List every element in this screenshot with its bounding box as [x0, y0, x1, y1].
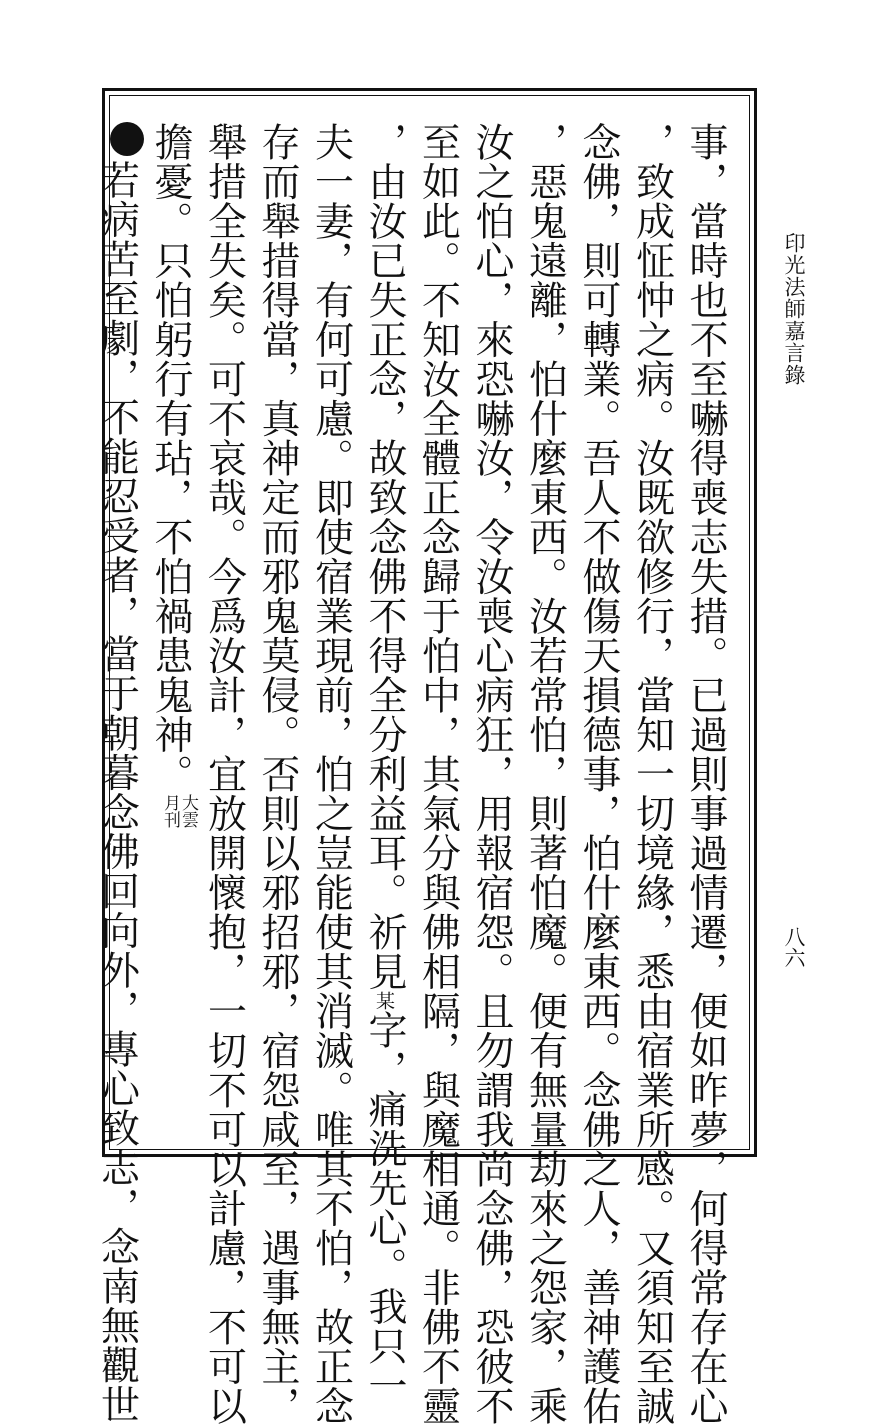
text-column: 舉措全失矣。可不哀哉。今爲汝計，宜放開懷抱，一切不可以計慮，不可以 — [201, 122, 247, 1426]
source-note — [159, 794, 197, 838]
text-column: ，惡鬼遠離，怕什麼東西。汝若常怕，則著怕魔。便有無量劫來之怨家，乘 — [522, 122, 568, 1426]
bullet-icon — [110, 122, 144, 156]
text-column: 存而舉措得當，真神定而邪鬼莫侵。否則以邪招邪，宿怨咸至，遇事無主， — [255, 122, 300, 1426]
text-column: 念佛，則可轉業。吾人不做傷天損德事，怕什麼東西。念佛之人，善神護佑 — [576, 122, 621, 1426]
main-text — [94, 122, 732, 1426]
text-column: 事，當時也不至嚇得喪志失措。已過則事過情遷，便如昨夢，何得常存在心 — [683, 122, 728, 1426]
column-text: 擔憂。只怕躬行有玷，不怕禍患鬼神。 — [148, 122, 193, 794]
text-column — [90, 122, 144, 1424]
column-text: ，由汝已失正念，故致念佛不得全分利益耳。祈見 — [362, 122, 407, 991]
running-title: 印光法師嘉言錄 — [782, 232, 806, 386]
column-text: 字，痛洗先心。我只一 — [362, 1010, 407, 1405]
text-column — [144, 122, 198, 1132]
column-text: 若病苦至劇，不能忍受者，當于朝暮念佛回向外，專心致志，念南無觀世 — [94, 160, 140, 1424]
text-column: ，致成怔忡之病。汝既欲修行，當知一切境緣，悉由宿業所感。又須知至誠 — [629, 122, 675, 1426]
text-column: 至如此。不知汝全體正念歸于怕中，其氣分與佛相隔，與魔相通。非佛不靈 — [415, 122, 461, 1426]
text-column: 汝之怕心，來恐嚇汝，令汝喪心病狂，用報宿怨。且勿謂我尚念佛，恐彼不 — [469, 122, 514, 1426]
source-note-line: 月刊 — [160, 793, 180, 828]
source-note-line: 大雲 — [178, 793, 198, 828]
page-number: 八六 — [782, 926, 806, 968]
text-column: 夫一妻，有何可慮。即使宿業現前，怕之豈能使其消滅。唯其不怕，故正念 — [308, 122, 354, 1426]
placeholder-character: 某 — [373, 991, 395, 1010]
text-column — [358, 122, 412, 1405]
